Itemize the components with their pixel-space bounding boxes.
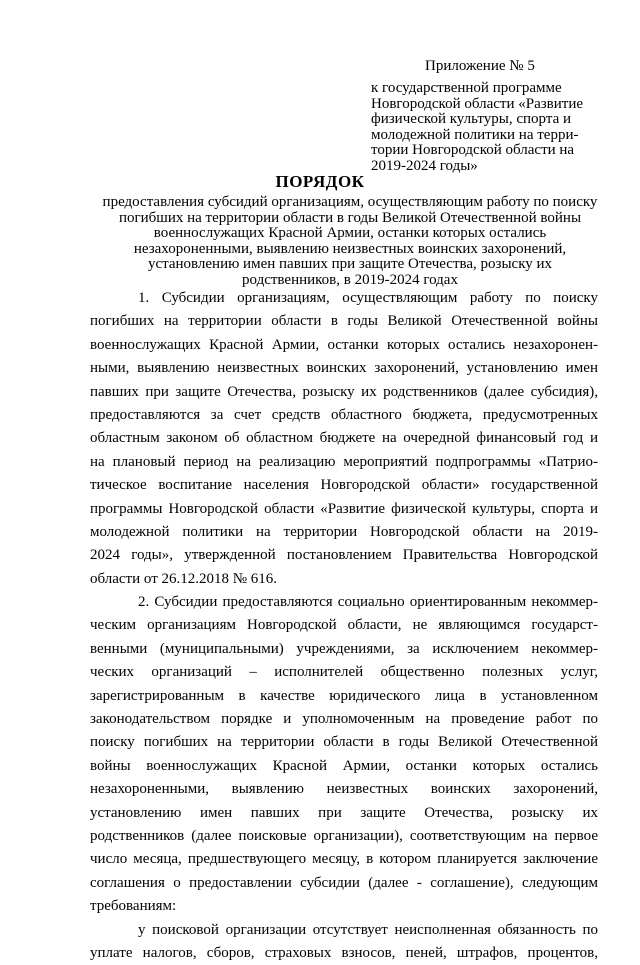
body-line: 1. Субсидии организациям, осуществляющим работу по поиску — [138, 290, 598, 306]
subtitle-line: незахороненными, выявлению неизвестных воинских захоронений, — [133, 240, 567, 257]
appendix-line: физической культуры, спорта и — [371, 111, 572, 127]
appendix-line: молодежной политики на терри- — [371, 126, 579, 143]
body-line: предоставляются за счет средств областного бюджета, предусмотренных — [90, 406, 598, 423]
body-line: законодательством порядке и уполномоченным на проведение работ по — [90, 711, 598, 728]
body-line: войны военнослужащих Красной Армии, останки которых остались — [90, 757, 598, 774]
subtitle-line: установлению имен павших при защите Отечества, розыску их — [147, 256, 553, 272]
body-line: молодежной политики на территории Новгородской области на 2019- — [90, 523, 598, 540]
subtitle-line: родственников, в 2019-2024 годах — [242, 271, 458, 288]
body-line: областным законом об областном бюджете на очередной финансовый год и — [90, 430, 598, 447]
subtitle-line: погибших на территории области в годы Великой Отечественной войны — [118, 209, 582, 226]
body-line: венными (муниципальными) учреждениями, за исключением некоммер- — [90, 640, 598, 657]
body-line: на плановый период на реализацию мероприятий подпрограммы «Патрио- — [90, 453, 598, 470]
body-line: число месяца, предшествующего месяцу, в котором планируется заключение — [90, 851, 598, 868]
body-line: установлению имен павших при защите Отечества, розыску их — [90, 804, 598, 821]
body-line: погибших на территории области в годы Великой Отечественной войны — [90, 313, 598, 330]
document-heading: ПОРЯДОК — [275, 172, 365, 191]
appendix-line: Новгородской области «Развитие — [371, 95, 584, 112]
body-line: области от 26.12.2018 № 616. — [90, 570, 278, 587]
body-line: требованиям: — [90, 898, 177, 915]
appendix-line: к государственной программе — [371, 80, 562, 96]
body-line: поиску погибших на территории области в годы Великой Отечественной — [90, 734, 598, 751]
body-line: тическое воспитание населения Новгородской области» государственной — [90, 477, 598, 494]
body-line: ческим организациям Новгородской области, не являющимся государст- — [90, 617, 598, 634]
appendix-title: Приложение № 5 — [425, 58, 535, 74]
subtitle-line: военнослужащих Красной Армии, останки которых остались — [153, 225, 547, 241]
body-line: ными, выявлению неизвестных воинских захоронений, установлению имен — [90, 360, 598, 377]
document-body — [90, 287, 598, 965]
body-line: родственников (далее поисковые организации), соответствующим на первое — [90, 827, 598, 844]
appendix-line: 2019-2024 годы» — [371, 157, 478, 174]
subtitle-line: предоставления субсидий организациям, осуществляющим работу по поиску — [102, 194, 598, 210]
body-line: у поисковой организации отсутствует неисполненная обязанность по — [138, 921, 598, 938]
document-subtitle — [60, 195, 640, 288]
body-line: уплате налогов, сборов, страховых взносов, пеней, штрафов, процентов, — [90, 944, 598, 961]
body-line: военнослужащих Красной Армии, останки которых остались незахоронен- — [90, 336, 598, 353]
appendix-line: тории Новгородской области на — [371, 142, 575, 158]
body-line: незахороненными, выявлению неизвестных воинских захоронений, — [90, 781, 598, 798]
body-line: соглашения о предоставлении субсидии (далее - соглашение), следующим — [90, 874, 598, 891]
body-line: программы Новгородской области «Развитие физической культуры, спорта и — [90, 500, 598, 517]
body-line: 2024 годы», утвержденной постановлением Правительства Новгородской — [90, 547, 598, 564]
body-line: павших при защите Отечества, розыску их родственников (далее субсидия), — [90, 383, 598, 400]
body-line: ческих организаций – исполнителей общественно полезных услуг, — [90, 664, 598, 681]
body-line: 2. Субсидии предоставляются социально ориентированным некоммер- — [138, 594, 598, 611]
appendix-reference — [371, 81, 611, 174]
body-line: зарегистрированным в качестве юридического лица в установленном — [90, 687, 598, 704]
